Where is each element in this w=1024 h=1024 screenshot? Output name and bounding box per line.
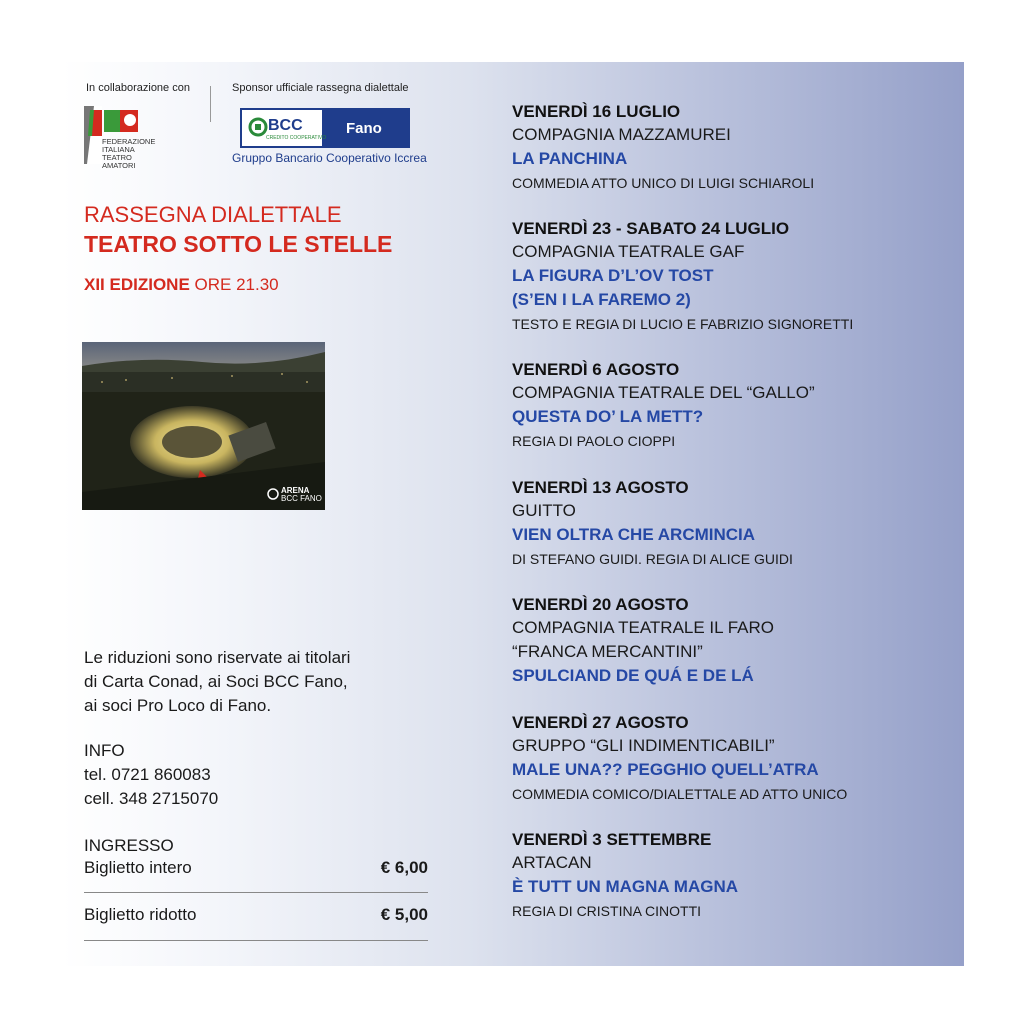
event-title: MALE UNA?? PEGGHIO QUELL’ATRA [512, 760, 819, 779]
bcc-fano-logo [240, 108, 410, 148]
reductions-text: Le riduzioni sono riservate ai titolari di Carta Conad, ai Soci BCC Fano, ai soci Pro Loco di Fano. [84, 648, 351, 715]
event-company: COMPAGNIA TEATRALE GAF [512, 242, 745, 261]
start-time: ORE 21.30 [194, 275, 279, 294]
event-note: TESTO E REGIA DI LUCIO E FABRIZIO SIGNORETTI [512, 316, 854, 332]
price-row-full [84, 858, 428, 878]
fita-logo [84, 106, 156, 170]
sponsor-label: Sponsor ufficiale rassegna dialettale [232, 82, 409, 94]
event-company-line2: “FRANCA MERCANTINI” [512, 642, 703, 661]
event-item [512, 218, 853, 336]
event-title: VIEN OLTRA CHE ARCMINCIA [512, 525, 756, 544]
bcc-leaf-icon [248, 117, 268, 137]
event-date: VENERDÌ 13 AGOSTO [512, 478, 689, 497]
event-company: GRUPPO “GLI INDIMENTICABILI” [512, 736, 775, 755]
bcc-group-name: Gruppo Bancario Cooperativo Iccrea [232, 151, 427, 165]
bcc-city: Fano [346, 120, 382, 137]
festival-title: RASSEGNA DIALETTALE [84, 202, 342, 227]
event-date: VENERDÌ 16 LUGLIO [512, 102, 681, 121]
event-note: DI STEFANO GUIDI. REGIA DI ALICE GUIDI [512, 551, 793, 567]
event-date: VENERDÌ 20 AGOSTO [512, 595, 689, 614]
event-date: VENERDÌ 23 - SABATO 24 LUGLIO [512, 219, 790, 238]
mobile-number: cell. 348 2715070 [84, 789, 219, 808]
arena-photo [82, 342, 325, 510]
divider [84, 892, 428, 893]
event-company: COMPAGNIA TEATRALE IL FARO [512, 618, 774, 637]
event-title: SPULCIAND DE QUÁ E DE LÁ [512, 666, 754, 685]
price-value: € 5,00 [380, 905, 428, 924]
price-label: Biglietto intero [84, 858, 192, 877]
event-note: REGIA DI CRISTINA CINOTTI [512, 903, 702, 919]
info-block [84, 739, 218, 811]
arena-badge: ARENA BCC FANO [281, 486, 322, 503]
arena-night-image [82, 342, 325, 510]
event-title-line2: (S’EN I LA FAREMO 2) [512, 290, 691, 309]
event-item [512, 101, 814, 195]
festival-subtitle: TEATRO SOTTO LE STELLE [84, 231, 393, 257]
bcc-sub-text: CREDITO COOPERATIVO [266, 135, 327, 141]
price-value: € 6,00 [380, 858, 428, 877]
event-item [512, 594, 774, 688]
event-company: ARTACAN [512, 853, 592, 872]
phone-number: tel. 0721 860083 [84, 765, 211, 784]
event-company: GUITTO [512, 501, 576, 520]
event-note: COMMEDIA COMICO/DIALETTALE AD ATTO UNICO [512, 786, 848, 802]
bcc-logo-text: BCC [268, 117, 303, 134]
ingresso-heading: INGRESSO [84, 836, 174, 855]
price-label: Biglietto ridotto [84, 905, 197, 924]
event-item [512, 829, 738, 923]
edition-time [84, 275, 279, 295]
event-item [512, 359, 815, 453]
edition-label: XII EDIZIONE [84, 275, 190, 294]
divider [84, 940, 428, 941]
header-divider [210, 86, 211, 122]
event-company: COMPAGNIA MAZZAMUREI [512, 125, 731, 144]
event-item [512, 477, 793, 571]
collaboration-label: In collaborazione con [86, 82, 190, 94]
fita-flag-icon [84, 106, 102, 164]
event-title: LA PANCHINA [512, 149, 628, 168]
event-title: LA FIGURA D’L’OV TOST [512, 266, 714, 285]
event-company: COMPAGNIA TEATRALE DEL “GALLO” [512, 383, 815, 402]
event-note: COMMEDIA ATTO UNICO DI LUIGI SCHIAROLI [512, 175, 815, 191]
event-note: REGIA DI PAOLO CIOPPI [512, 433, 676, 449]
info-heading: INFO [84, 741, 125, 760]
event-date: VENERDÌ 6 AGOSTO [512, 360, 680, 379]
event-title: È TUTT UN MAGNA MAGNA [512, 877, 739, 896]
event-title: QUESTA DO’ LA METT? [512, 407, 704, 426]
event-date: VENERDÌ 3 SETTEMBRE [512, 830, 712, 849]
fita-mark-icon [102, 108, 142, 136]
event-date: VENERDÌ 27 AGOSTO [512, 713, 689, 732]
event-item [512, 712, 847, 806]
fita-text: FEDERAZIONE ITALIANA TEATRO AMATORI [102, 137, 156, 170]
price-row-reduced [84, 905, 428, 925]
